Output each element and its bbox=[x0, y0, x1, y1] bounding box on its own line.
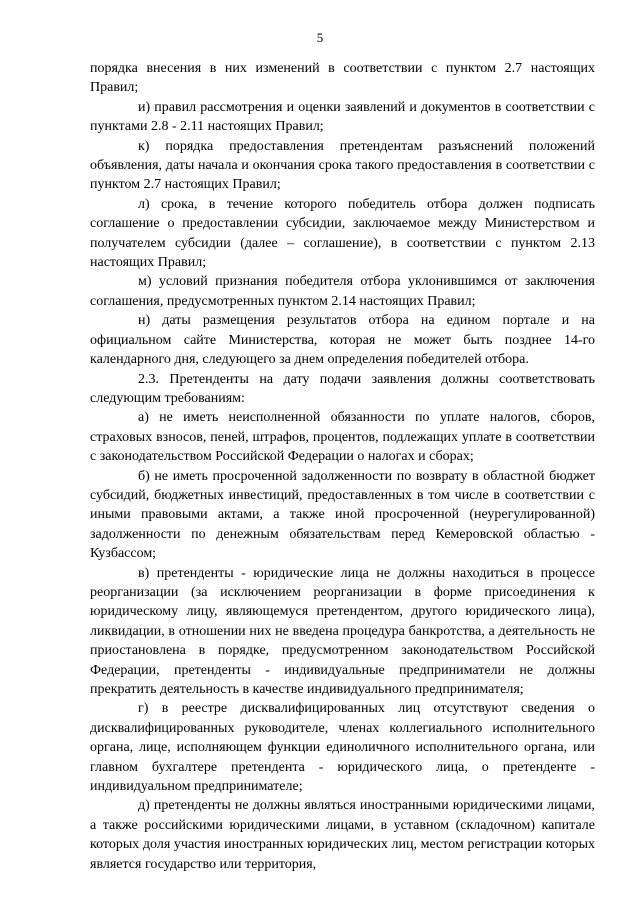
paragraph-item-l: л) срока, в течение которого победитель отбора должен подписать соглашение о предоставлении субсидии, заключаемое между Министерством и получателем субсидии (далее – соглашение), в соответствии с пунктом 2.13 настоящих Правил; bbox=[90, 196, 595, 271]
paragraph-item-v: в) претенденты - юридические лица не должны находиться в процессе реорганизации (за исключением реорганизации в форме присоединения к юридическому лицу, являющемуся претендентом, другого юридического лица), ликвидации, в отношении них не введена процедура банкротства, а деятельность не приостановлена в порядке, предусмотренном законодательством Российской Федерации, претенденты - индивидуальные предприниматели не должны прекратить деятельность в качестве индивидуального предпринимателя; bbox=[90, 565, 595, 697]
paragraph-item-a: а) не иметь неисполненной обязанности по уплате налогов, сборов, страховых взносов, пеней, штрафов, процентов, подлежащих уплате в соответствии с законодательством Российской Федерации о налогах и сборах; bbox=[90, 410, 595, 465]
paragraph-item-d: д) претенденты не должны являться иностранными юридическими лицами, а также российскими юридическими лицами, в уставном (складочном) капитале которых доля участия иностранных юридических лиц, местом регистрации которых является государство или территория, bbox=[90, 798, 595, 872]
document-body bbox=[90, 59, 595, 874]
paragraph-item-k: к) порядка предоставления претендентам разъяснений положений объявления, даты начала и окончания срока такого предоставления в соответствии с пунктом 2.7 настоящих Правил; bbox=[90, 138, 595, 193]
paragraph-continuation: порядка внесения в них изменений в соответствии с пунктом 2.7 настоящих Правил; bbox=[90, 61, 595, 96]
paragraph-item-b: б) не иметь просроченной задолженности по возврату в областной бюджет субсидий, бюджетных инвестиций, предоставленных в том числе в соответствии с иными правовыми актами, а также иной просроченной (неурегулированной) задолженности по денежным обязательствам перед Кемеровской областью - Кузбассом; bbox=[90, 468, 595, 562]
page-number: 5 bbox=[316, 30, 324, 45]
paragraph-item-n: н) даты размещения результатов отбора на едином портале и на официальном сайте Министерства, которая не может быть позднее 14-го календарного дня, следующего за днем определения победителей отбора. bbox=[90, 313, 595, 368]
paragraph-item-g: г) в реестре дисквалифицированных лиц отсутствуют сведения о дисквалифицированных руководителе, членах коллегиального исполнительного органа, лице, исполняющем функции единоличного исполнительного органа, или главном бухгалтере претендента - юридического лица, о претенденте - индивидуальном предпринимателе; bbox=[90, 701, 595, 795]
paragraph-section-2-3: 2.3. Претенденты на дату подачи заявления должны соответствовать следующим требованиям: bbox=[90, 371, 595, 406]
paragraph-item-m: м) условий признания победителя отбора уклонившимся от заключения соглашения, предусмотренных пунктом 2.14 настоящих Правил; bbox=[90, 274, 595, 309]
paragraph-item-i: и) правил рассмотрения и оценки заявлений и документов в соответствии с пунктами 2.8 - 2.11 настоящих Правил; bbox=[90, 99, 595, 135]
